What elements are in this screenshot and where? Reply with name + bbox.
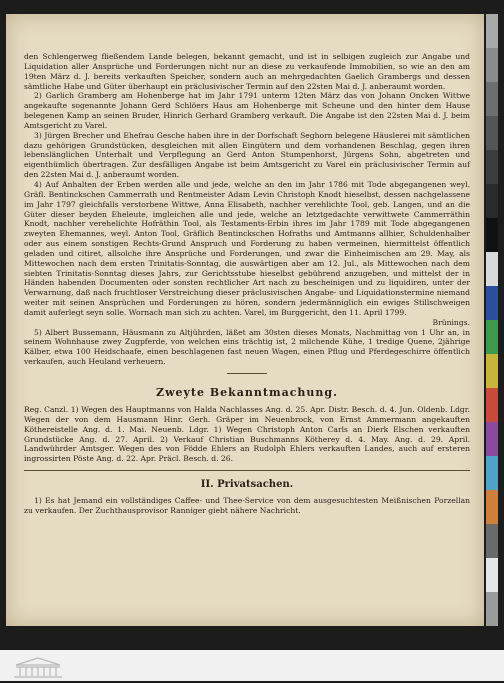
color-calibration-bar: [486, 14, 498, 626]
library-building-icon: [12, 655, 64, 679]
color-swatch: [486, 150, 498, 184]
color-swatch: [486, 422, 498, 456]
paragraph-3: 3) Jürgen Brecher und Ehefrau Gesche haben ihre in der Dorfschaft Seghorn belegene Häuslerei mit sämtlichen dazu gehörigen Grundstücken, desgleichen mit allen Eingütern und dem vorhandenen Beschlag, gegen ihren lebenslänglichen Unterhalt und Verpflegung an Gerd Anton Stumpenhorst, Jürgens Sohn, abgetreten und eigenthümlich übertragen. Zur desfälligen Angabe ist beim Amtsgericht zu Varel ein präclusivischer Termin auf den 22sten Mai d. J. anberaumt worden.: [24, 130, 470, 180]
document-content: [24, 52, 470, 516]
divider: [227, 373, 267, 374]
color-swatch: [486, 320, 498, 354]
color-swatch: [486, 14, 498, 48]
color-swatch: [486, 524, 498, 558]
paragraph-2: 2) Garlich Gramberg am Hohenberge hat im Jahr 1791 unterm 12ten März das von Johann Oncken Wittwe angekaufte sogenannte Johann Gerd Schlöers Haus am Hohenberge mit Scheune und den hinter dem Hause belegenen Kamp an seinen Bruder, Hinrich Gerhard Gramberg verkauft. Die Angabe ist den 22sten Mai d. J. beim Amtsgericht zu Varel.: [24, 91, 470, 130]
heading-second-notice: Zweyte Bekanntmachung.: [156, 386, 338, 399]
second-notice-paragraph: Reg. Canzl. 1) Wegen des Hauptmanns von Halda Nachlasses Ang. d. 25. Apr. Distr. Besch. d. 4. Jun. Oldenb. Ldgr. Wegen der von dem Hausmann Hinr. Gerh. Gräper im Neuenbrock, von Ernst Ammermann angekauften Köthereistelle Ang. d. 1. Mai. Neuenb. Ldgr. 1) Wegen Christoph Anton Carls an Dierk Elschen verkauften Grundstücke Ang. d. 27. April. 2) Verkauf Christian Buschmanns Kötherey d. 4. May. Ang. d. 29. April. Landwührder Amtsger. Wegen des von Födde Ehlers an Rudolph Ehlers verkauften Landes, auch auf ersteren ingrossirten Pöste Ang. d. 22. Apr. Präcl. Besch. d. 26.: [24, 405, 470, 464]
document-page: [6, 14, 484, 626]
viewer-bottom-strip: [0, 650, 504, 681]
color-swatch: [486, 252, 498, 286]
color-swatch: [486, 558, 498, 592]
color-swatch: [486, 354, 498, 388]
paragraph-4: 4) Auf Anhalten der Erben werden alle und jede, welche an den im Jahr 1786 mit Tode abgegangenen weyl. Gräfl. Bentinckschen Cammerrath und Rentmeister Adam Levin Christoph Knodt hieselbst, dessen nachgelassene im Jahr 1797 gleichfalls verstorbene Wittwe, Anna Elisabeth, nachher verehlichte Tool, geb. Langen, und an die Güter dieser beyden Eheleute, imgleichen alle und jede, welche an letztgedachte verwittwete Cammerräthin Knodt, nachher verehelichte Hofräthin Tool, als Testaments-Erbin ihres im Jahr 1789 mit Tode abgegangenen zweyten Ehemannes, weyl. Anton Tool, Gräflich Bentinckschen Hofraths und Amtmanns allhier, Schuldenhalber oder aus einem sonstigen Rechts-Grund Anspruch und Forderung zu haben vermeinen, hiermittelst öffentlich geladen und citiret, allsolche ihre Ansprüche und Forderungen, und zwar die Einheimischen am 29. May, als Mittewochen nach dem ersten Trinitatis-Sonntag, die auswärtigen aber am 12. Jul., als Mittewochen nach dem siebten Trinitatis-Sonntag dieses Jahrs, zur Gerichtsstube hieselbst gebührend anzugeben, und mittelst der in Händen habenden Documenten oder sonsten rechtlicher Art nach zu bescheinigen und zu liquidiren, unter der Verwarnung, daß nach fruchtloser Verstreichung dieser präclusivischen Angabe- und Liquidationstermine niemand weiter mit seinen Ansprüchen und Forderungen zu hören, sondern jedermänniglich ein ewiges Stillschweigen damit auferlegt seyn solle. Wornach man sich zu achten. Varel, im Burggericht, den 11. April 1799.: [24, 179, 470, 317]
color-swatch: [486, 388, 498, 422]
heading-private: II. Privatsachen.: [200, 479, 294, 491]
color-swatch: [486, 218, 498, 252]
color-swatch: [486, 456, 498, 490]
private-paragraph: 1) Es hat Jemand ein vollständiges Caffee- und Thee-Service von dem ausgesuchtesten Meißnischen Porzellan zu verkaufen. Der Zuchthausprovisor Ranniger giebt nähere Nachricht.: [24, 496, 470, 515]
color-swatch: [486, 490, 498, 524]
color-swatch: [486, 116, 498, 150]
color-swatch: [486, 592, 498, 626]
divider-wide: [24, 470, 470, 471]
paragraph-5: 5) Albert Bussemann, Häusmann zu Altjührden, läßet am 30sten dieses Monats, Nachmittag von 1 Uhr an, in seinem Wohnhause zwey Zugpferde, von welchen eins trächtig ist, 2 milchende Kühe, 1 tredige Quene, 2jährige Kälber, etwa 100 Heidschaafe, einen beschlagenen fast neuen Wagen, einen Pflug und Pferdegeschirre öffentlich verkaufen, auch Heuland verheuern.: [24, 327, 470, 367]
color-swatch: [486, 48, 498, 82]
color-swatch: [486, 286, 498, 320]
signature: Brünings.: [432, 317, 470, 327]
color-swatch: [486, 184, 498, 218]
color-swatch: [486, 82, 498, 116]
paragraph-1: den Schlengerweg fließendem Lande belegen, bekannt gemacht, und ist in selbigen zugleich zur Angabe und Liquidation aller Ansprüche und Forderungen nicht nur an diese zu verkaufende Immobilien, so wie an den am 19ten März d. J. bereits verkauften Speicher, sondern auch an mehrgedachten Gaelich Grambergs und dessen sämtliche Habe und Güter überhaupt ein präclusivischer Termin auf den 22sten Mai d. J. anberaumt worden.: [24, 52, 470, 91]
